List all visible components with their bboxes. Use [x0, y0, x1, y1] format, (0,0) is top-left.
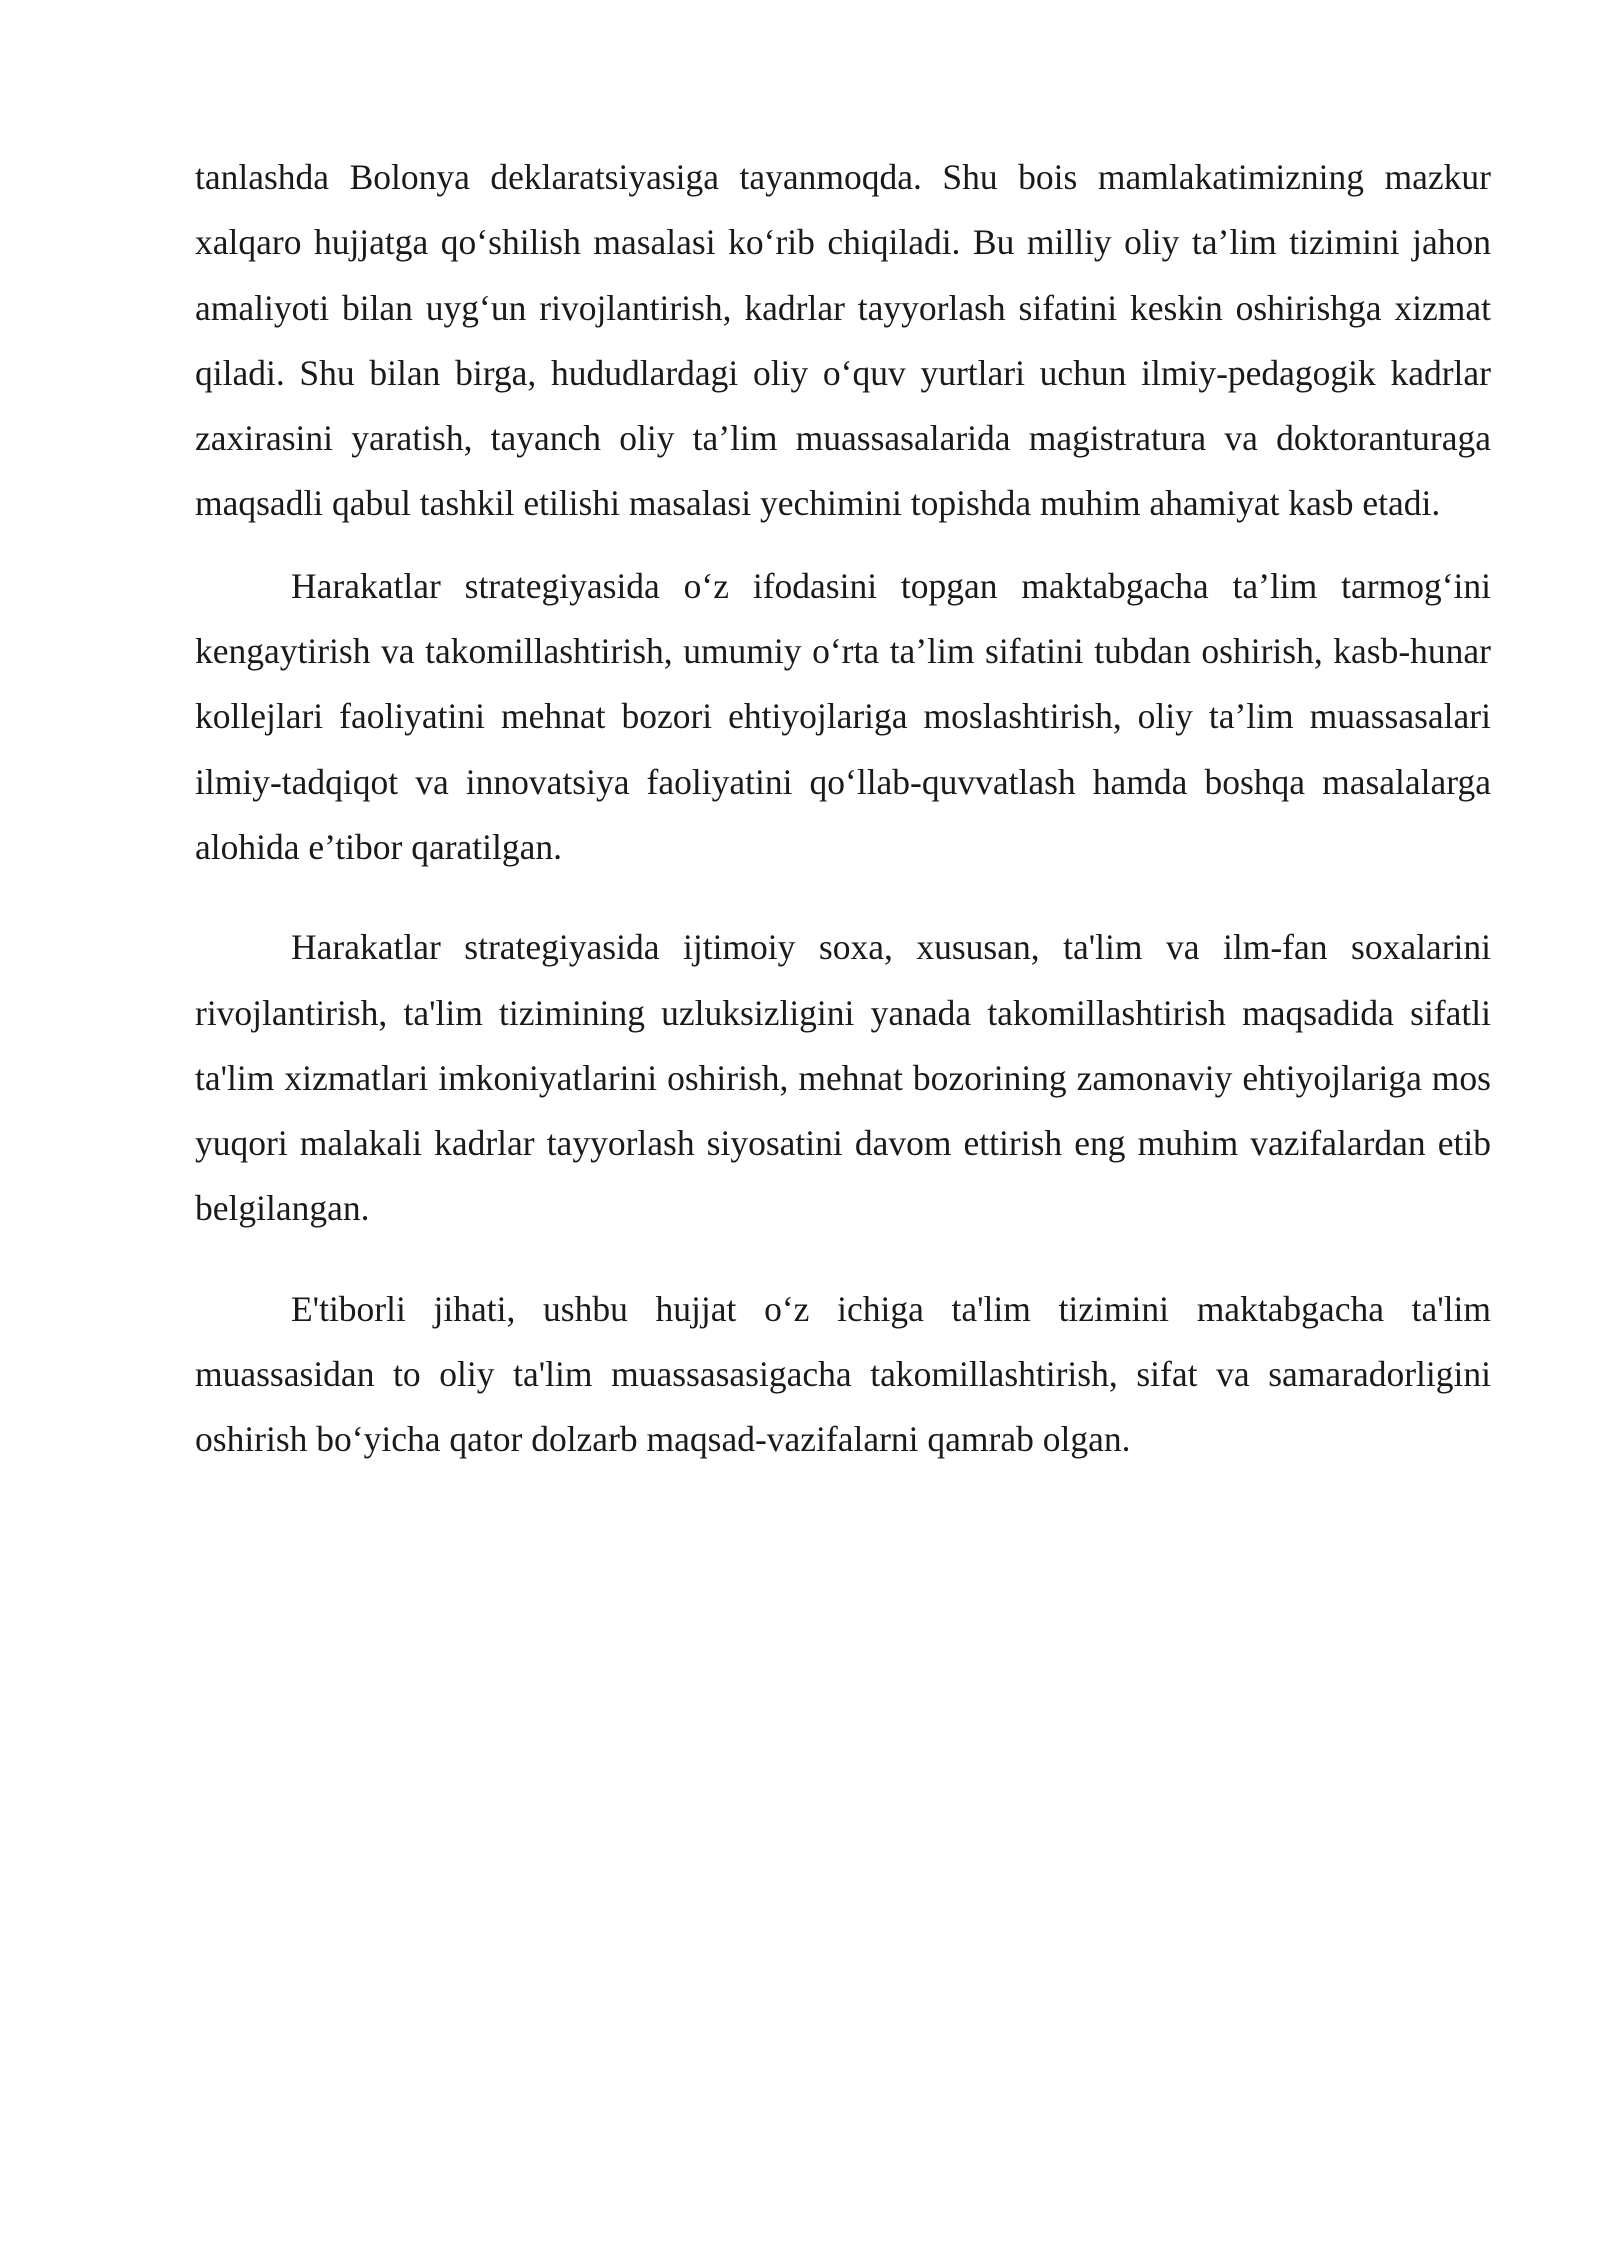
- document-body: [195, 145, 1491, 1473]
- paragraph-1: tanlashda Bolonya deklaratsiyasiga tayanmoqda. Shu bois mamlakatimizning mazkur xalqaro hujjatga qo‘shilish masalasi ko‘rib chiqiladi. Bu milliy oliy ta’lim tizimini jahon amaliyoti bilan uyg‘un rivojlantirish, kadrlar tayyorlash sifatini keskin oshirishga xizmat qiladi. Shu bilan birga, hududlardagi oliy o‘quv yurtlari uchun ilmiy-pedagogik kadrlar zaxirasini yaratish, tayanch oliy ta’lim muassasalarida magistratura va doktoranturaga maqsadli qabul tashkil etilishi masalasi yechimini topishda muhim ahamiyat kasb etadi.: [195, 157, 1491, 524]
- paragraph-3: Harakatlar strategiyasida ijtimoiy soxa, xususan, ta'lim va ilm-fan soxalarini rivojlantirish, ta'lim tizimining uzluksizligini yanada takomillashtirish maqsadida sifatli ta'lim xizmatlari imkoniyatlarini oshirish, mehnat bozorining zamonaviy ehtiyojlariga mos yuqori malakali kadrlar tayyorlash siyosatini davom ettirish eng muhim vazifalardan etib belgilangan.: [195, 927, 1491, 1229]
- paragraph-4: E'tiborli jihati, ushbu hujjat o‘z ichiga ta'lim tizimini maktabgacha ta'lim muassasidan to oliy ta'lim muassasasigacha takomillashtirish, sifat va samaradorligini oshirish bo‘yicha qator dolzarb maqsad-vazifalarni qamrab olgan.: [195, 1288, 1491, 1460]
- paragraph-2: Harakatlar strategiyasida o‘z ifodasini topgan maktabgacha ta’lim tarmog‘ini kengaytirish va takomillashtirish, umumiy o‘rta ta’lim sifatini tubdan oshirish, kasb-hunar kollejlari faoliyatini mehnat bozori ehtiyojlariga moslashtirish, oliy ta’lim muassasalari ilmiy-tadqiqot va innovatsiya faoliyatini qo‘llab-quvvatlash hamda boshqa masalalarga alohida e’tibor qaratilgan.: [195, 565, 1491, 867]
